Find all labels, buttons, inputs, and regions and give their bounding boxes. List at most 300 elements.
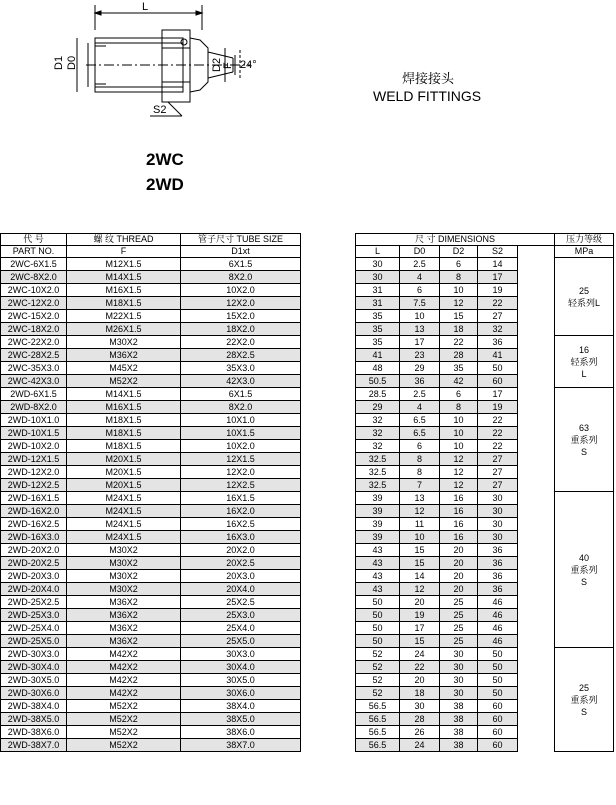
- table-row: [1, 492, 614, 505]
- cell-part-no: 2WD-30X3.0: [1, 648, 67, 661]
- table-row: [1, 700, 614, 713]
- cell-gap: [518, 700, 555, 713]
- cell-thread: M16X1.5: [67, 401, 181, 414]
- cell-tube-size: 30X3.0: [181, 648, 301, 661]
- cell-gap: [301, 284, 356, 297]
- cell-gap: [301, 557, 356, 570]
- cell-gap: [301, 453, 356, 466]
- cell-l: 35: [356, 336, 400, 349]
- cell-tube-size: 22X2.0: [181, 336, 301, 349]
- cell-d0: 20: [400, 674, 440, 687]
- cell-gap: [518, 557, 555, 570]
- table-row: [1, 479, 614, 492]
- cell-d0: 4: [400, 401, 440, 414]
- cell-tube-size: 35X3.0: [181, 362, 301, 375]
- cell-d2: 10: [440, 440, 478, 453]
- cell-d0: 7: [400, 479, 440, 492]
- cell-s2: 22: [478, 440, 518, 453]
- cell-thread: M26X1.5: [67, 323, 181, 336]
- cell-tube-size: 38X7.0: [181, 739, 301, 752]
- cell-tube-size: 16X1.5: [181, 492, 301, 505]
- cell-thread: M30X2: [67, 544, 181, 557]
- cell-part-no: 2WD-30X4.0: [1, 661, 67, 674]
- table-row: [1, 622, 614, 635]
- cell-gap: [301, 700, 356, 713]
- table-row: [1, 414, 614, 427]
- cell-d2: 8: [440, 401, 478, 414]
- cell-s2: 46: [478, 635, 518, 648]
- table-row: [1, 596, 614, 609]
- cell-gap: [301, 505, 356, 518]
- cell-l: 56.5: [356, 726, 400, 739]
- label-angle: 24°: [240, 59, 257, 71]
- cell-d0: 8: [400, 466, 440, 479]
- cell-thread: M24X1.5: [67, 505, 181, 518]
- cell-part-no: 2WD-30X5.0: [1, 674, 67, 687]
- cell-s2: 22: [478, 427, 518, 440]
- cell-pressure: [555, 258, 614, 336]
- table-row: [1, 674, 614, 687]
- cell-l: 32.5: [356, 453, 400, 466]
- table-row: [1, 388, 614, 401]
- cell-part-no: 2WD-30X6.0: [1, 687, 67, 700]
- cell-gap: [301, 622, 356, 635]
- table-row: [1, 687, 614, 700]
- cell-pressure: [555, 492, 614, 648]
- cell-gap: [518, 388, 555, 401]
- header-tube-d: D1xt: [181, 246, 301, 258]
- cell-thread: M42X2: [67, 661, 181, 674]
- cell-s2: 27: [478, 310, 518, 323]
- cell-part-no: 2WC-15X2.0: [1, 310, 67, 323]
- cell-gap: [518, 453, 555, 466]
- cell-l: 32: [356, 414, 400, 427]
- cell-thread: M24X1.5: [67, 492, 181, 505]
- cell-l: 32: [356, 427, 400, 440]
- cell-gap: [518, 596, 555, 609]
- header-thread-f: F: [67, 246, 181, 258]
- cell-part-no: 2WD-38X5.0: [1, 713, 67, 726]
- cell-d2: 25: [440, 622, 478, 635]
- cell-gap: [301, 375, 356, 388]
- cell-d2: 25: [440, 609, 478, 622]
- cell-gap: [301, 648, 356, 661]
- cell-thread: M18X1.5: [67, 440, 181, 453]
- cell-d2: 42: [440, 375, 478, 388]
- cell-d2: 38: [440, 700, 478, 713]
- cell-tube-size: 30X5.0: [181, 674, 301, 687]
- cell-l: 31: [356, 284, 400, 297]
- table-row: [1, 661, 614, 674]
- cell-s2: 14: [478, 258, 518, 271]
- cell-gap: [301, 258, 356, 271]
- cell-l: 50.5: [356, 375, 400, 388]
- pressure-line: 重系列: [570, 694, 598, 705]
- cell-s2: 27: [478, 479, 518, 492]
- cell-thread: M18X1.5: [67, 297, 181, 310]
- cell-d0: 18: [400, 687, 440, 700]
- cell-thread: M20X1.5: [67, 466, 181, 479]
- header-thread: 螺 纹 THREAD: [67, 234, 181, 246]
- cell-l: 52: [356, 674, 400, 687]
- table-row: [1, 557, 614, 570]
- cell-tube-size: 42X3.0: [181, 375, 301, 388]
- header-dimensions: 尺 寸 DIMENSIONS: [356, 234, 555, 246]
- cell-gap: [301, 726, 356, 739]
- cell-thread: M16X1.5: [67, 284, 181, 297]
- cell-gap: [518, 362, 555, 375]
- cell-part-no: 2WD-20X3.0: [1, 570, 67, 583]
- cell-tube-size: 38X5.0: [181, 713, 301, 726]
- header-d2: D2: [440, 246, 478, 258]
- cell-d0: 28: [400, 713, 440, 726]
- header-s2: S2: [478, 246, 518, 258]
- cell-part-no: 2WD-12X1.5: [1, 453, 67, 466]
- cell-d0: 12: [400, 505, 440, 518]
- cell-tube-size: 10X2.0: [181, 284, 301, 297]
- cell-gap: [301, 492, 356, 505]
- cell-thread: M36X2: [67, 596, 181, 609]
- cell-d2: 16: [440, 518, 478, 531]
- label-L: L: [142, 1, 149, 13]
- cell-gap: [518, 440, 555, 453]
- cell-tube-size: 16X2.0: [181, 505, 301, 518]
- cell-tube-size: 6X1.5: [181, 258, 301, 271]
- cell-l: 56.5: [356, 700, 400, 713]
- cell-d2: 30: [440, 674, 478, 687]
- cell-d0: 29: [400, 362, 440, 375]
- cell-l: 35: [356, 323, 400, 336]
- cell-d2: 16: [440, 531, 478, 544]
- cell-part-no: 2WC-28X2.5: [1, 349, 67, 362]
- cell-part-no: 2WD-20X4.0: [1, 583, 67, 596]
- cell-gap: [518, 505, 555, 518]
- pressure-line: 25: [578, 682, 589, 693]
- cell-part-no: 2WD-16X1.5: [1, 492, 67, 505]
- table-row: [1, 453, 614, 466]
- cell-d2: 35: [440, 362, 478, 375]
- cell-s2: 36: [478, 336, 518, 349]
- label-F: F: [222, 62, 234, 69]
- cell-d0: 30: [400, 700, 440, 713]
- model-2wc: 2WC: [146, 150, 184, 169]
- cell-d0: 6.5: [400, 414, 440, 427]
- table-row: [1, 284, 614, 297]
- cell-l: 52: [356, 687, 400, 700]
- cell-gap: [518, 570, 555, 583]
- cell-d0: 13: [400, 492, 440, 505]
- cell-d0: 15: [400, 544, 440, 557]
- cell-tube-size: 30X6.0: [181, 687, 301, 700]
- cell-d2: 6: [440, 388, 478, 401]
- cell-tube-size: 25X3.0: [181, 609, 301, 622]
- label-D0: D0: [66, 55, 78, 70]
- cell-gap: [518, 375, 555, 388]
- cell-d0: 10: [400, 310, 440, 323]
- cell-l: 48: [356, 362, 400, 375]
- cell-gap: [518, 518, 555, 531]
- cell-l: 39: [356, 492, 400, 505]
- cell-thread: M52X2: [67, 375, 181, 388]
- cell-gap: [301, 739, 356, 752]
- cell-gap: [518, 713, 555, 726]
- cell-d2: 22: [440, 336, 478, 349]
- cell-tube-size: 12X2.0: [181, 466, 301, 479]
- cell-s2: 32: [478, 323, 518, 336]
- cell-gap: [518, 323, 555, 336]
- cell-l: 56.5: [356, 713, 400, 726]
- cell-s2: 50: [478, 648, 518, 661]
- cell-gap: [301, 596, 356, 609]
- cell-gap: [301, 414, 356, 427]
- cell-d2: 12: [440, 453, 478, 466]
- caption-chinese: 焊接接头: [402, 71, 455, 86]
- cell-d2: 30: [440, 648, 478, 661]
- table-row: [1, 349, 614, 362]
- cell-gap: [518, 271, 555, 284]
- cell-d0: 4: [400, 271, 440, 284]
- cell-tube-size: 25X5.0: [181, 635, 301, 648]
- cell-gap: [301, 635, 356, 648]
- cell-tube-size: 30X4.0: [181, 661, 301, 674]
- cell-gap: [518, 544, 555, 557]
- cell-gap: [518, 492, 555, 505]
- pressure-line: 40: [578, 552, 589, 563]
- cell-d2: 38: [440, 726, 478, 739]
- cell-tube-size: 20X4.0: [181, 583, 301, 596]
- cell-tube-size: 10X1.5: [181, 427, 301, 440]
- cell-d0: 19: [400, 609, 440, 622]
- label-D2: D2: [211, 57, 223, 72]
- cell-thread: M52X2: [67, 700, 181, 713]
- cell-gap: [518, 648, 555, 661]
- cell-l: 43: [356, 583, 400, 596]
- caption-english: WELD FITTINGS: [373, 88, 482, 104]
- cell-l: 43: [356, 544, 400, 557]
- table-row: [1, 440, 614, 453]
- cell-thread: M36X2: [67, 349, 181, 362]
- table-row: [1, 570, 614, 583]
- cell-s2: 60: [478, 700, 518, 713]
- table-row: [1, 258, 614, 271]
- cell-part-no: 2WC-18X2.0: [1, 323, 67, 336]
- cell-d0: 26: [400, 726, 440, 739]
- cell-thread: M36X2: [67, 622, 181, 635]
- cell-gap: [301, 440, 356, 453]
- cell-tube-size: 10X1.0: [181, 414, 301, 427]
- cell-gap: [518, 466, 555, 479]
- cell-gap: [301, 583, 356, 596]
- cell-part-no: 2WD-16X3.0: [1, 531, 67, 544]
- cell-s2: 60: [478, 726, 518, 739]
- cell-s2: 50: [478, 687, 518, 700]
- cell-thread: M36X2: [67, 609, 181, 622]
- cell-d2: 10: [440, 284, 478, 297]
- cell-d0: 23: [400, 349, 440, 362]
- cell-gap: [518, 661, 555, 674]
- cell-l: 30: [356, 271, 400, 284]
- cell-d0: 22: [400, 661, 440, 674]
- cell-d2: 12: [440, 297, 478, 310]
- cell-tube-size: 12X2.0: [181, 297, 301, 310]
- pressure-line: S: [580, 576, 587, 587]
- cell-gap: [301, 544, 356, 557]
- cell-gap: [301, 388, 356, 401]
- cell-part-no: 2WD-10X1.5: [1, 427, 67, 440]
- cell-s2: 30: [478, 505, 518, 518]
- header-d0: D0: [400, 246, 440, 258]
- cell-part-no: 2WD-12X2.0: [1, 466, 67, 479]
- cell-gap: [301, 310, 356, 323]
- cell-s2: 30: [478, 492, 518, 505]
- cell-s2: 36: [478, 583, 518, 596]
- cell-d0: 6: [400, 284, 440, 297]
- cell-thread: M30X2: [67, 570, 181, 583]
- cell-s2: 27: [478, 466, 518, 479]
- cell-part-no: 2WD-10X2.0: [1, 440, 67, 453]
- cell-thread: M24X1.5: [67, 518, 181, 531]
- cell-l: 39: [356, 518, 400, 531]
- cell-gap: [518, 479, 555, 492]
- cell-part-no: 2WC-6X1.5: [1, 258, 67, 271]
- cell-tube-size: 25X2.5: [181, 596, 301, 609]
- cell-part-no: 2WC-35X3.0: [1, 362, 67, 375]
- cell-part-no: 2WD-16X2.0: [1, 505, 67, 518]
- cell-part-no: 2WD-20X2.0: [1, 544, 67, 557]
- cell-l: 52: [356, 661, 400, 674]
- cell-d2: 30: [440, 661, 478, 674]
- cell-l: 30: [356, 258, 400, 271]
- table-row: [1, 739, 614, 752]
- table-row: [1, 375, 614, 388]
- table-row: [1, 726, 614, 739]
- table-row: [1, 713, 614, 726]
- cell-d0: 12: [400, 583, 440, 596]
- cell-d2: 20: [440, 570, 478, 583]
- cell-d0: 36: [400, 375, 440, 388]
- table-row: [1, 427, 614, 440]
- cell-gap: [301, 661, 356, 674]
- cell-thread: M30X2: [67, 336, 181, 349]
- cell-d2: 10: [440, 414, 478, 427]
- cell-gap: [518, 583, 555, 596]
- cell-gap: [518, 726, 555, 739]
- cell-thread: M20X1.5: [67, 479, 181, 492]
- cell-l: 29: [356, 401, 400, 414]
- pressure-line: 16: [578, 344, 589, 355]
- cell-part-no: 2WC-8X2.0: [1, 271, 67, 284]
- cell-gap: [518, 609, 555, 622]
- header-tube: 管子尺寸 TUBE SIZE: [181, 234, 301, 246]
- cell-s2: 17: [478, 271, 518, 284]
- cell-thread: M36X2: [67, 635, 181, 648]
- cell-s2: 60: [478, 713, 518, 726]
- cell-s2: 41: [478, 349, 518, 362]
- cell-d0: 6: [400, 440, 440, 453]
- table-row: [1, 531, 614, 544]
- pressure-line: 轻系列L: [567, 297, 600, 308]
- cell-d0: 6.5: [400, 427, 440, 440]
- cell-d0: 2.5: [400, 388, 440, 401]
- cell-tube-size: 28X2.5: [181, 349, 301, 362]
- cell-tube-size: 12X2.5: [181, 479, 301, 492]
- cell-gap: [301, 687, 356, 700]
- cell-part-no: 2WD-38X7.0: [1, 739, 67, 752]
- cell-d2: 38: [440, 713, 478, 726]
- cell-gap: [301, 336, 356, 349]
- cell-gap: [518, 284, 555, 297]
- cell-s2: 36: [478, 557, 518, 570]
- cell-gap: [301, 427, 356, 440]
- pressure-line: S: [580, 446, 587, 457]
- cell-thread: M30X2: [67, 583, 181, 596]
- cell-part-no: 2WD-25X4.0: [1, 622, 67, 635]
- cell-s2: 27: [478, 453, 518, 466]
- header-mpa: MPa: [555, 246, 614, 258]
- cell-gap: [518, 336, 555, 349]
- cell-part-no: 2WC-42X3.0: [1, 375, 67, 388]
- cell-gap: [518, 531, 555, 544]
- cell-part-no: 2WD-20X2.5: [1, 557, 67, 570]
- table-row: [1, 362, 614, 375]
- cell-l: 41: [356, 349, 400, 362]
- cell-part-no: 2WD-25X3.0: [1, 609, 67, 622]
- cell-d0: 20: [400, 596, 440, 609]
- cell-part-no: 2WD-16X2.5: [1, 518, 67, 531]
- cell-d0: 15: [400, 557, 440, 570]
- cell-l: 35: [356, 310, 400, 323]
- cell-s2: 36: [478, 570, 518, 583]
- cell-s2: 50: [478, 362, 518, 375]
- cell-d0: 11: [400, 518, 440, 531]
- table-row: [1, 583, 614, 596]
- header-l: L: [356, 246, 400, 258]
- cell-gap: [518, 739, 555, 752]
- cell-gap: [518, 635, 555, 648]
- specification-table: [0, 233, 614, 752]
- cell-part-no: 2WC-10X2.0: [1, 284, 67, 297]
- cell-s2: 46: [478, 609, 518, 622]
- cell-s2: 50: [478, 674, 518, 687]
- cell-part-no: 2WC-22X2.0: [1, 336, 67, 349]
- cell-s2: 46: [478, 596, 518, 609]
- cell-l: 50: [356, 596, 400, 609]
- header-row-2: [1, 246, 614, 258]
- cell-d2: 16: [440, 505, 478, 518]
- table-row: [1, 648, 614, 661]
- cell-tube-size: 18X2.0: [181, 323, 301, 336]
- cell-d2: 15: [440, 310, 478, 323]
- cell-d0: 24: [400, 648, 440, 661]
- weld-fitting-drawing: [50, 0, 290, 125]
- cell-d0: 7.5: [400, 297, 440, 310]
- pressure-line: 25: [578, 285, 589, 296]
- cell-part-no: 2WC-12X2.0: [1, 297, 67, 310]
- cell-thread: M18X1.5: [67, 414, 181, 427]
- cell-d2: 10: [440, 427, 478, 440]
- cell-tube-size: 8X2.0: [181, 271, 301, 284]
- cell-l: 43: [356, 570, 400, 583]
- header-row-1: [1, 234, 614, 246]
- table-row: [1, 323, 614, 336]
- cell-s2: 17: [478, 388, 518, 401]
- cell-part-no: 2WD-6X1.5: [1, 388, 67, 401]
- pressure-line: 重系列: [570, 434, 598, 445]
- cell-gap: [301, 570, 356, 583]
- cell-part-no: 2WD-10X1.0: [1, 414, 67, 427]
- cell-tube-size: 8X2.0: [181, 401, 301, 414]
- cell-gap: [301, 362, 356, 375]
